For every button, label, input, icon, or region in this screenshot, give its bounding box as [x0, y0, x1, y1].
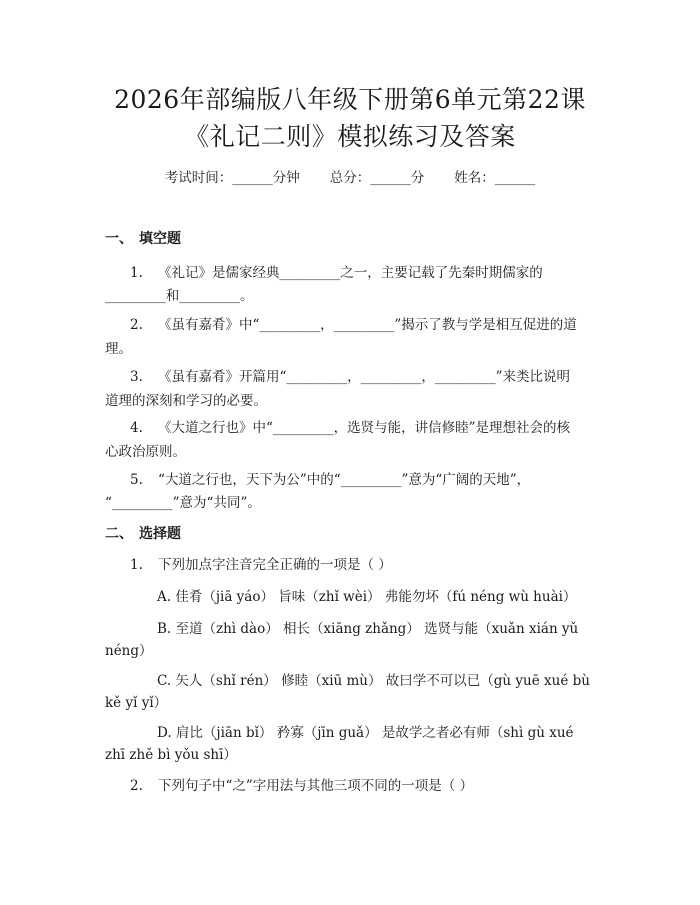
question-number: 1.	[130, 557, 143, 573]
question-text: 《虽有嘉肴》开篇用“_________，_________，_________”来类比说明	[158, 369, 571, 385]
choice-option-b: B. 至道（zhì dào） 相长（xiāng zhǎng） 选贤与能（xuǎn xián yǔ	[157, 621, 579, 637]
fill-question-4	[130, 418, 570, 438]
choice-question-2	[130, 776, 473, 796]
section-title: 选择题	[139, 526, 181, 542]
question-text: 《大道之行也》中“_________，选贤与能，讲信修睦”是理想社会的核	[158, 420, 571, 436]
question-number: 1.	[130, 265, 143, 281]
question-number: 5.	[130, 472, 143, 488]
choice-question-1	[130, 555, 392, 575]
question-text: “大道之行也，天下为公”中的“_________”意为“广阔的天地”，	[158, 472, 531, 488]
fill-question-4-cont: 心政治原则。	[105, 444, 186, 460]
choice-option-a: A. 佳肴（jiā yáo） 旨味（zhǐ wèi） 弗能勿坏（fú néng wù huài）	[157, 589, 577, 605]
fill-question-3	[130, 367, 570, 387]
section-number: 一、	[105, 231, 133, 247]
choice-option-c: C. 矢人（shǐ rén） 修睦（xiū mù） 故曰学不可以已（gù yuē xué bù	[157, 673, 590, 689]
section-title: 填空题	[139, 231, 181, 247]
question-text: 下列加点字注音完全正确的一项是（ ）	[158, 557, 392, 573]
fill-question-1-cont: _________和_________。	[105, 288, 254, 304]
exam-meta	[0, 168, 700, 188]
section-number: 二、	[105, 526, 133, 542]
total-score-field: 总分：______分	[329, 170, 425, 186]
page-title-line-1: 2026年部编版八年级下册第6单元第22课	[114, 85, 586, 114]
question-number: 2.	[130, 778, 143, 794]
question-number: 2.	[130, 317, 143, 333]
fill-question-3-cont: 道理的深刻和学习的必要。	[105, 393, 267, 409]
choice-option-b-cont: néng）	[105, 643, 153, 659]
choice-option-d: D. 肩比（jiān bǐ） 矜寡（jīn guǎ） 是故学之者必有师（shì gù xué	[157, 725, 574, 741]
question-number: 4.	[130, 420, 143, 436]
fill-question-2-cont: 理。	[105, 341, 132, 357]
page-title-line-2: 《礼记二则》模拟练习及答案	[184, 122, 516, 151]
exam-time-field: 考试时间：______分钟	[164, 170, 300, 186]
fill-question-5-cont: “_________”意为“共同”。	[105, 495, 261, 511]
section-heading-fill	[105, 229, 181, 249]
question-number: 3.	[130, 369, 143, 385]
question-text: 《虽有嘉肴》中“_________，_________”揭示了教与学是相互促进的道	[158, 317, 577, 333]
question-text: 《礼记》是儒家经典_________之一，主要记载了先秦时期儒家的	[158, 265, 543, 281]
fill-question-2	[130, 315, 577, 335]
choice-option-d-cont: zhī zhě bì yǒu shī）	[105, 747, 237, 763]
fill-question-1	[130, 263, 543, 283]
fill-question-5	[130, 470, 530, 490]
student-name-field: 姓名：______	[454, 170, 536, 186]
choice-option-c-cont: kě yǐ yǐ）	[105, 695, 168, 711]
question-text: 下列句子中“之”字用法与其他三项不同的一项是（ ）	[158, 778, 474, 794]
section-heading-choice	[105, 524, 181, 544]
